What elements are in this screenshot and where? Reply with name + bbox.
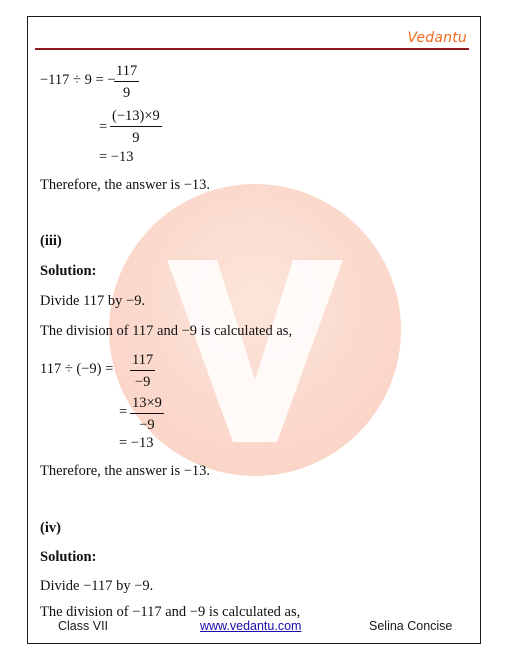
- part-iii-line3: = −13: [119, 435, 154, 451]
- footer-book-title: Selina Concise: [369, 619, 453, 633]
- header-rule: [35, 48, 469, 50]
- part-ii-conclusion: Therefore, the answer is −13.: [40, 177, 211, 193]
- part-ii-line1-fraction: [114, 64, 139, 100]
- part-iv-step2: The division of −117 and −9 is calculated as,: [40, 604, 301, 620]
- fraction-denominator: 9: [132, 129, 140, 146]
- part-iii-line2-fraction: [130, 396, 164, 432]
- vedantu-logo[interactable]: Vedantu: [407, 30, 467, 46]
- footer-class: Class VII: [58, 619, 109, 633]
- fraction-numerator: 13×9: [130, 396, 164, 414]
- part-iii-line2-eq: =: [119, 404, 128, 420]
- part-iv-step1: Divide −117 by −9.: [40, 578, 154, 594]
- part-ii-line2-eq: =: [99, 119, 108, 135]
- footer-website-link[interactable]: www.vedantu.com: [200, 619, 302, 633]
- part-ii-line1-lhs: −117 ÷ 9 = −: [40, 72, 116, 88]
- fraction-denominator: 9: [122, 84, 131, 101]
- part-ii-line2-fraction: [110, 109, 162, 145]
- part-iii-solution-label: Solution:: [40, 263, 97, 279]
- part-iii-line1-lhs: 117 ÷ (−9) =: [40, 361, 114, 377]
- fraction-numerator: 117: [114, 64, 139, 82]
- fraction-denominator: −9: [134, 373, 151, 390]
- part-iv-label: (iv): [40, 520, 61, 536]
- part-iv-solution-label: Solution:: [40, 549, 97, 565]
- part-iii-line1-fraction: [130, 353, 155, 389]
- part-iii-step1: Divide 117 by −9.: [40, 293, 146, 309]
- fraction-denominator: −9: [139, 416, 155, 433]
- part-iii-conclusion: Therefore, the answer is −13.: [40, 463, 211, 479]
- part-ii-line3: = −13: [99, 149, 134, 165]
- part-iii-label: (iii): [40, 233, 62, 249]
- part-iii-step2: The division of 117 and −9 is calculated as,: [40, 323, 293, 339]
- fraction-numerator: 117: [130, 353, 155, 371]
- fraction-numerator: (−13)×9: [110, 109, 162, 127]
